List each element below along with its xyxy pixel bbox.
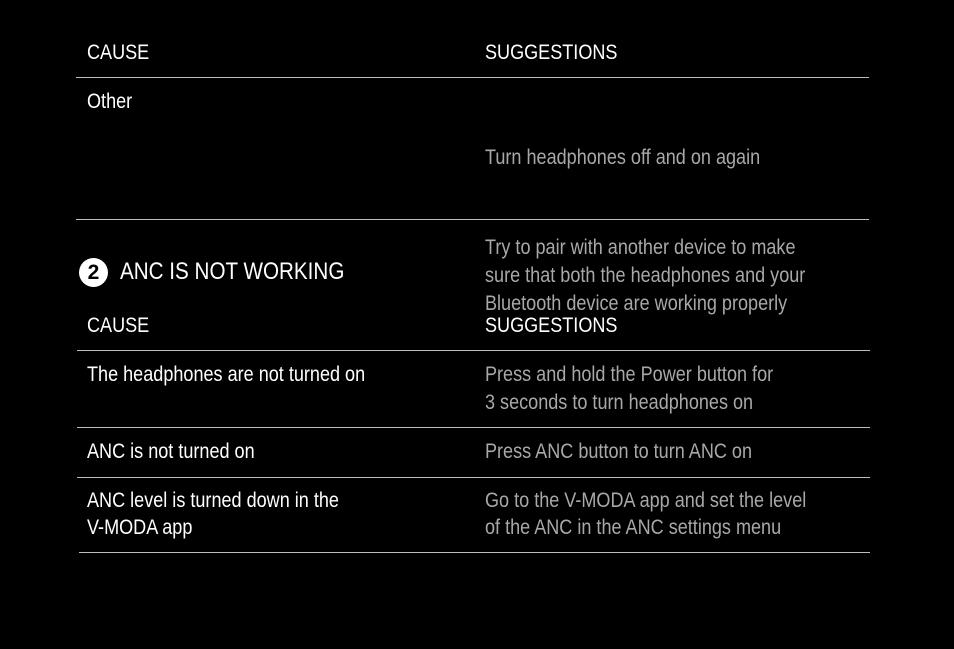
section-title: ANC IS NOT WORKING [120, 258, 345, 285]
cause-column-header: CAUSE [87, 41, 150, 64]
cause-text: ANC level is turned down in the V-MODA app [87, 489, 339, 539]
table-header [77, 311, 870, 351]
suggestions-column-header: SUGGESTIONS [485, 314, 618, 337]
cause-text: The headphones are not turned on [87, 363, 366, 386]
section-number-badge: 2 [79, 258, 108, 287]
section-heading [79, 257, 381, 287]
table-row [79, 478, 870, 553]
table-header [76, 38, 869, 78]
table-row [77, 428, 870, 478]
cause-column-header: CAUSE [87, 314, 150, 337]
cause-text: Other [87, 90, 133, 113]
suggestion-paragraph: Try to pair with another device to make sure that both the headphones and your Bluetooth device are working properly [485, 236, 806, 315]
table-row [77, 351, 870, 428]
suggestion-text: Press ANC button to turn ANC on [485, 440, 753, 463]
suggestion-paragraph: Turn headphones off and on again [485, 146, 761, 169]
suggestion-text: Go to the V-MODA app and set the level of the ANC in the ANC settings menu [485, 489, 807, 539]
suggestions-column-header: SUGGESTIONS [485, 41, 618, 64]
suggestion-text: Press and hold the Power button for 3 seconds to turn headphones on [485, 363, 774, 414]
troubleshooting-table-2 [77, 311, 870, 553]
cause-text: ANC is not turned on [87, 440, 255, 463]
